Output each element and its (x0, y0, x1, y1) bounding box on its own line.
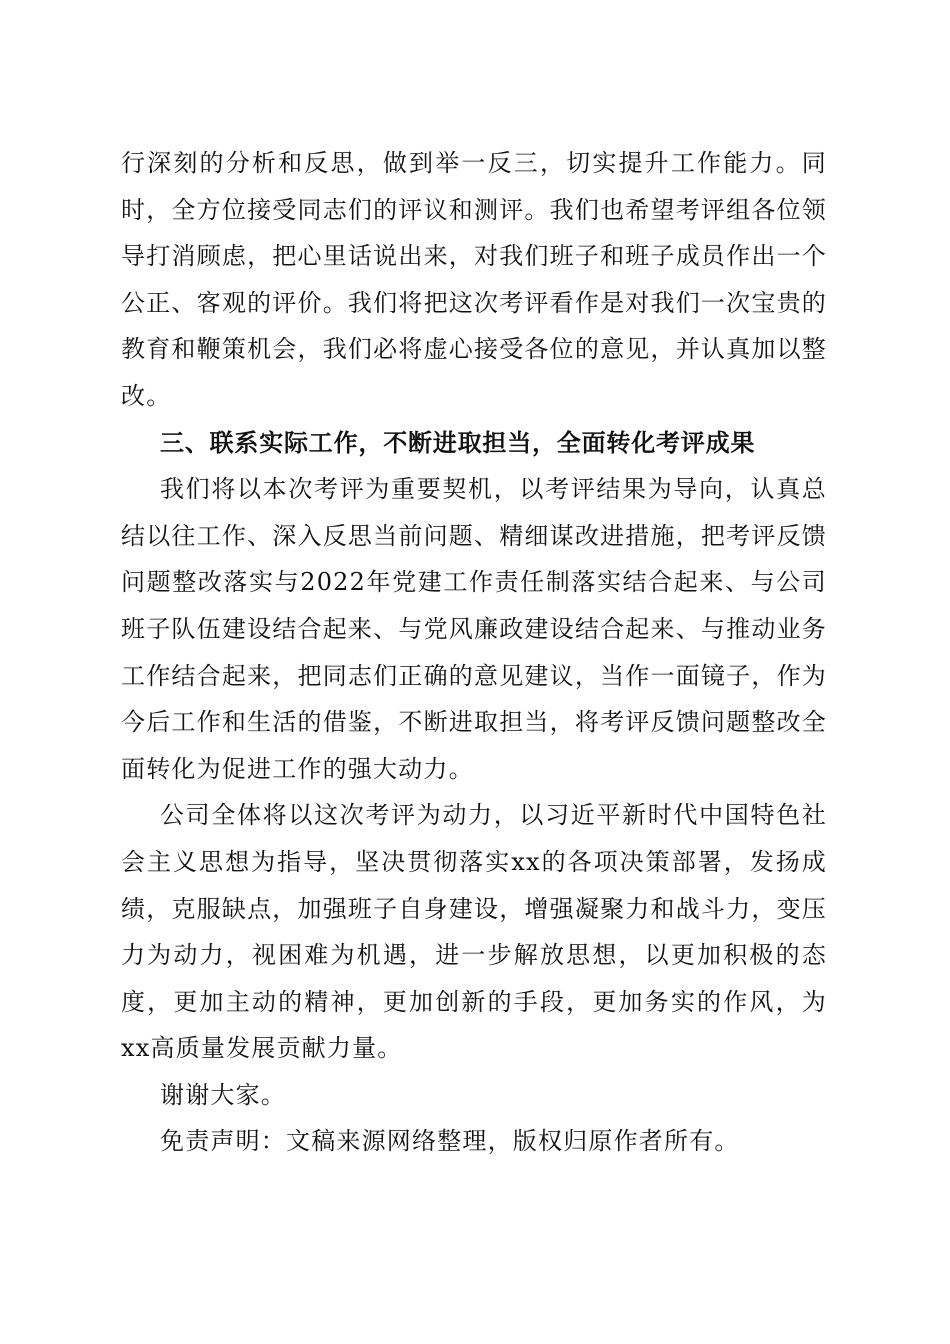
paragraph-disclaimer: 免责声明：文稿来源网络整理，版权归原作者所有。 (160, 1127, 740, 1156)
paragraph-company-commitment: 公司全体将以这次考评为动力，以习近平新时代中国特色社会主义思想为指导，坚决贯彻落实xx的各项决策部署，发扬成绩，克服缺点，加强班子自身建设，增强凝聚力和战斗力，变压力为动力，视困难为机遇，进一步解放思想，以更加积极的态度，更加主动的精神，更加创新的手段，更加务实的作风，为xx高质量发展贡献力量。 (121, 801, 827, 1063)
paragraph-thanks: 谢谢大家。 (160, 1080, 286, 1109)
document-body (121, 140, 827, 1165)
paragraph-continuation: 行深刻的分析和反思，做到举一反三，切实提升工作能力。同时，全方位接受同志们的评议和测评。我们也希望考评组各位领导打消顾虑，把心里话说出来，对我们班子和班子成员作出一个公正、客观的评价。我们将把这次考评看作是对我们一次宝贵的教育和鞭策机会，我们必将虚心接受各位的意见，并认真加以整改。 (121, 149, 827, 410)
paragraph-evaluation-plan: 我们将以本次考评为重要契机，以考评结果为导向，认真总结以往工作、深入反思当前问题、精细谋改进措施，把考评反馈问题整改落实与2022年党建工作责任制落实结合起来、与公司班子队伍建设结合起来、与党风廉政建设结合起来、与推动业务工作结合起来，把同志们正确的意见建议，当作一面镜子，作为今后工作和生活的借鉴，不断进取担当，将考评反馈问题整改全面转化为促进工作的强大动力。 (121, 475, 827, 783)
section-heading-three: 三、联系实际工作，不断进取担当，全面转化考评成果 (160, 428, 756, 457)
